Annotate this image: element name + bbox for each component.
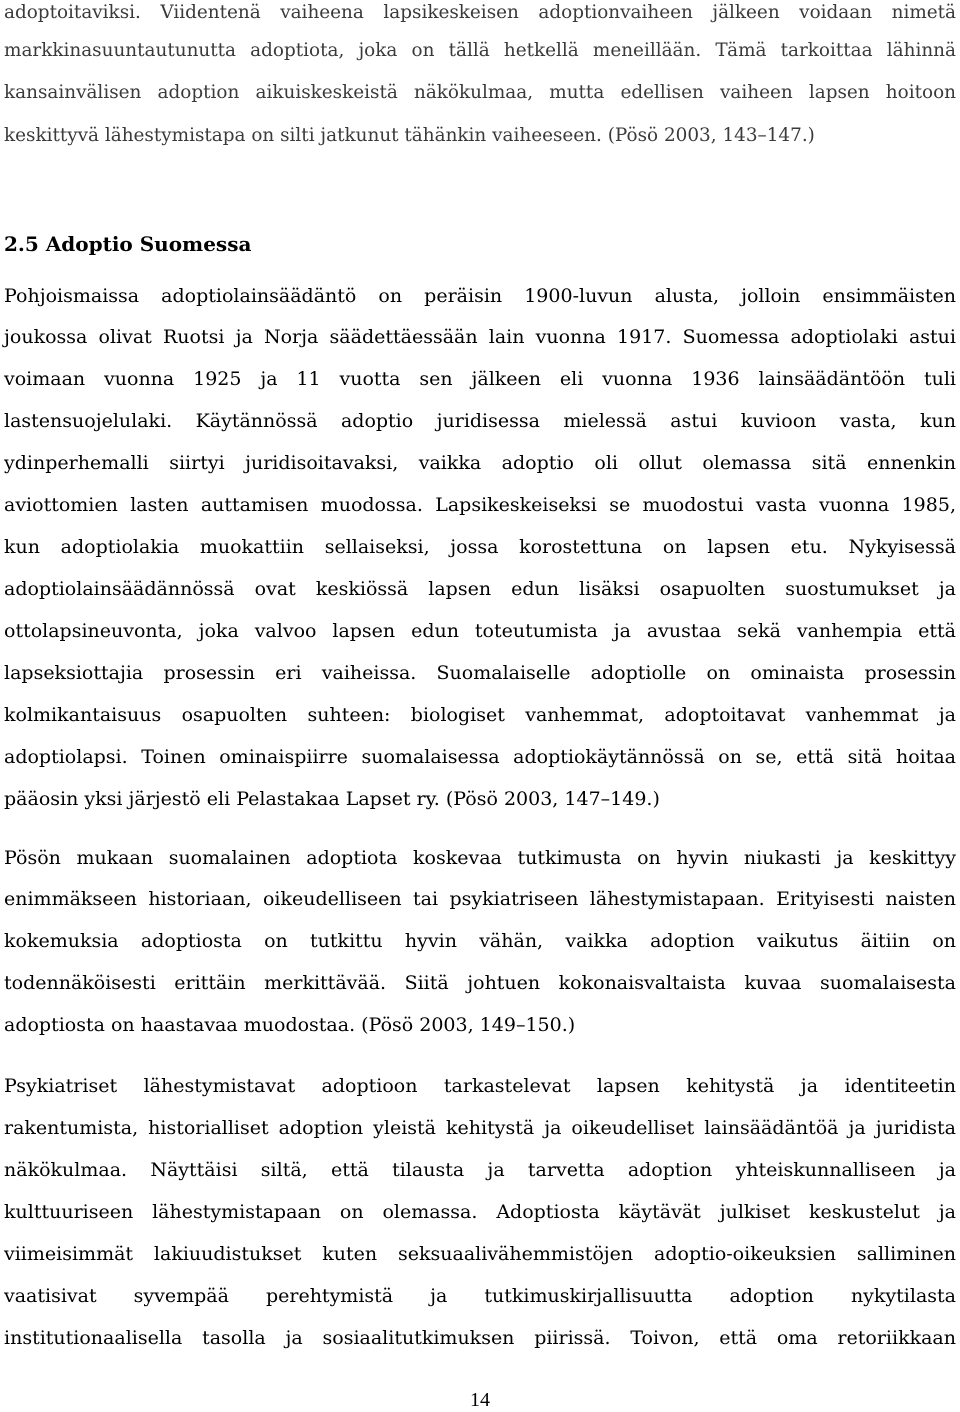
text-line: institutionaalisella tasolla ja sosiaalitutkimuksen piirissä. Toivon, että oma retoriikkaan: [4, 1327, 956, 1349]
text-line: viimeisimmät lakiuudistukset kuten seksuaalivähemmistöjen adoptio-oikeuksien salliminen: [4, 1243, 956, 1265]
text-line: adoptiolainsäädännössä ovat keskiössä lapsen edun lisäksi osapuolten suostumukset ja: [4, 578, 956, 600]
text-line: pääosin yksi järjestö eli Pelastakaa Lapset ry. (Pösö 2003, 147–149.): [4, 788, 660, 810]
text-line: kolmikantaisuus osapuolten suhteen: biologiset vanhemmat, adoptoitavat vanhemmat ja: [4, 704, 956, 726]
section-heading: 2.5 Adoptio Suomessa: [4, 232, 252, 256]
text-line: kokemuksia adoptiosta on tutkittu hyvin vähän, vaikka adoption vaikutus äitiin on: [4, 930, 956, 952]
text-line: kun adoptiolakia muokattiin sellaiseksi, jossa korostettuna on lapsen etu. Nykyisessä: [4, 536, 956, 558]
text-line: enimmäkseen historiaan, oikeudelliseen tai psykiatriseen lähestymistapaan. Erityisesti naisten: [4, 888, 956, 910]
text-line: Psykiatriset lähestymistavat adoptioon tarkastelevat lapsen kehitystä ja identiteetin: [4, 1075, 956, 1097]
text-line: markkinasuuntautunutta adoptiota, joka on tällä hetkellä meneillään. Tämä tarkoittaa lähinnä: [4, 40, 956, 61]
text-line: Pösön mukaan suomalainen adoptiota koskevaa tutkimusta on hyvin niukasti ja keskittyy: [4, 847, 956, 869]
text-line: vaatisivat syvempää perehtymistä ja tutkimuskirjallisuutta adoption nykytilasta: [4, 1285, 956, 1307]
text-line: voimaan vuonna 1925 ja 11 vuotta sen jälkeen eli vuonna 1936 lainsäädäntöön tuli: [4, 368, 956, 390]
text-line: adoptiosta on haastavaa muodostaa. (Pösö 2003, 149–150.): [4, 1014, 576, 1036]
text-line: ottolapsineuvonta, joka valvoo lapsen edun toteutumista ja avustaa sekä vanhempia että: [4, 620, 956, 642]
text-line: joukossa olivat Ruotsi ja Norja säädettäessään lain vuonna 1917. Suomessa adoptiolaki astui: [4, 326, 956, 348]
page-number: 14: [470, 1389, 490, 1411]
text-line: keskittyvä lähestymistapa on silti jatkunut tähänkin vaiheeseen. (Pösö 2003, 143–147.): [4, 125, 815, 146]
text-line: kulttuuriseen lähestymistapaan on olemassa. Adoptiosta käytävät julkiset keskustelut ja: [4, 1201, 956, 1223]
text-line: kansainvälisen adoption aikuiskeskeistä näkökulmaa, mutta edellisen vaiheen lapsen hoitoon: [4, 82, 956, 103]
text-line: todennäköisesti erittäin merkittävää. Siitä johtuen kokonaisvaltaista kuvaa suomalaisesta: [4, 972, 956, 994]
text-line: adoptoitaviksi. Viidentenä vaiheena lapsikeskeisen adoptionvaiheen jälkeen voidaan nimetä: [4, 2, 956, 23]
text-line: lapseksiottajia prosessin eri vaiheissa. Suomalaiselle adoptiolle on ominaista prosessin: [4, 662, 956, 684]
text-line: näkökulmaa. Näyttäisi siltä, että tilausta ja tarvetta adoption yhteiskunnalliseen ja: [4, 1159, 956, 1181]
text-line: rakentumista, historialliset adoption yleistä kehitystä ja oikeudelliset lainsäädäntöä ja juridista: [4, 1117, 956, 1139]
text-line: Pohjoismaissa adoptiolainsäädäntö on peräisin 1900-luvun alusta, jolloin ensimmäisten: [4, 285, 956, 307]
text-line: aviottomien lasten auttamisen muodossa. Lapsikeskeiseksi se muodostui vasta vuonna 1985,: [4, 494, 956, 516]
text-line: ydinperhemalli siirtyi juridisoitavaksi, vaikka adoptio oli ollut olemassa sitä ennenkin: [4, 452, 956, 474]
text-line: adoptiolapsi. Toinen ominaispiirre suomalaisessa adoptiokäytännössä on se, että sitä hoitaa: [4, 746, 956, 768]
text-line: lastensuojelulaki. Käytännössä adoptio juridisessa mielessä astui kuvioon vasta, kun: [4, 410, 956, 432]
